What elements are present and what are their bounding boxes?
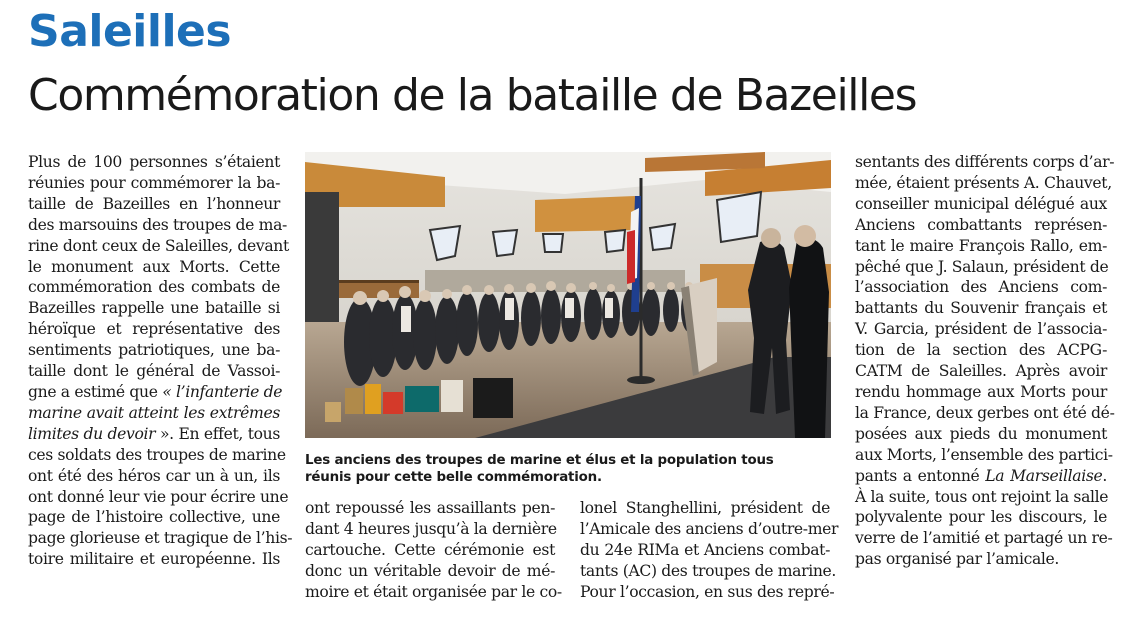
text-line: aux Morts, l’ensemble des partici- xyxy=(855,445,1113,464)
text-line: Plus de 100 personnes s’étaient xyxy=(28,153,280,171)
text-line-with-quote xyxy=(28,424,280,445)
song-title: La Marseillaise xyxy=(985,466,1103,485)
text-line: CATM de Saleilles. Après avoir xyxy=(855,362,1107,381)
text-line: des marsouins des troupes de ma- xyxy=(28,215,287,234)
text-line: Anciens combattants représen- xyxy=(855,215,1107,234)
text-line: tants (AC) des troupes de marine. xyxy=(580,561,837,580)
text-line: ont été des héros car un à un, ils xyxy=(28,466,280,485)
text-line: ont donné leur vie pour écrire une xyxy=(28,487,289,506)
kicker: Saleilles xyxy=(28,6,232,57)
text-line: tant le maire François Rallo, em- xyxy=(855,236,1107,255)
text-line-with-title xyxy=(855,466,1107,487)
text-fragment: pants a entonné xyxy=(855,466,980,485)
text-line: mée, étaient présents A. Chauvet, xyxy=(855,173,1112,192)
text-line: posées aux pieds du monument xyxy=(855,424,1107,443)
text-line: battants du Souvenir français et xyxy=(855,299,1107,318)
text-fragment: . xyxy=(1102,466,1107,485)
article-column-1 xyxy=(28,152,293,570)
text-line: tion de la section des ACPG- xyxy=(855,341,1107,360)
headline: Commémoration de la bataille de Bazeilles xyxy=(28,70,917,121)
text-line: polyvalente pour les discours, le xyxy=(855,508,1107,527)
quote-fragment: limites du devoir xyxy=(28,424,156,443)
text-line: pêché que J. Salaun, président de xyxy=(855,257,1109,276)
text-line: l’association des Anciens com- xyxy=(855,278,1107,297)
text-line: ces soldats des troupes de marine xyxy=(28,445,286,464)
text-line: taille dont le général de Vassoi- xyxy=(28,362,280,381)
photo-caption xyxy=(305,452,831,486)
text-line: sentiments patriotiques, une ba- xyxy=(28,341,280,360)
text-line: réunies pour commémorer la ba- xyxy=(28,173,280,192)
text-line: dant 4 heures jusqu’à la dernière xyxy=(305,519,557,538)
text-fragment: ». En effet, tous xyxy=(155,424,280,443)
text-line: du 24e RIMa et Anciens combat- xyxy=(580,540,830,559)
text-line: taille de Bazeilles en l’honneur xyxy=(28,194,280,213)
text-line: verre de l’amitié et partagé un re- xyxy=(855,529,1113,548)
text-line: conseiller municipal délégué aux xyxy=(855,194,1107,213)
text-line: commémoration des combats de xyxy=(28,278,280,297)
quote-line: marine avait atteint les extrêmes xyxy=(28,403,280,422)
text-line: moire et était organisée par le co- xyxy=(305,582,562,601)
article-column-3 xyxy=(580,498,839,603)
text-line: Pour l’occasion, en sus des repré- xyxy=(580,582,835,601)
text-line: le monument aux Morts. Cette xyxy=(28,257,280,276)
caption-line: réunis pour cette belle commémoration. xyxy=(305,470,602,485)
text-line: cartouche. Cette cérémonie est xyxy=(305,540,555,559)
text-line: sentants des différents corps d’ar- xyxy=(855,153,1115,171)
text-line: V. Garcia, président de l’associa- xyxy=(855,320,1107,339)
caption-line: Les anciens des troupes de marine et élus et la population tous xyxy=(305,453,774,468)
text-line: la France, deux gerbes ont été dé- xyxy=(855,403,1115,422)
text-line: rendu hommage aux Morts pour xyxy=(855,382,1107,401)
text-line: donc un véritable devoir de mé- xyxy=(305,561,555,580)
text-line: Bazeilles rappelle une bataille si xyxy=(28,299,280,318)
article-column-4 xyxy=(855,152,1115,570)
text-line: l’Amicale des anciens d’outre-mer xyxy=(580,519,839,538)
text-line: héroïque et représentative des xyxy=(28,320,280,339)
ceremony-photo xyxy=(305,152,831,438)
text-line: lonel Stanghellini, président de xyxy=(580,499,830,517)
text-fragment: gne a estimé que xyxy=(28,382,158,401)
text-line: ont repoussé les assaillants pen- xyxy=(305,499,555,517)
text-line: pas organisé par l’amicale. xyxy=(855,550,1060,569)
text-line: page de l’histoire collective, une xyxy=(28,508,280,527)
text-line: toire militaire et européenne. Ils xyxy=(28,550,280,569)
text-line-with-quote xyxy=(28,382,283,403)
ceremony-photo-illustration xyxy=(305,152,831,438)
text-line: À la suite, tous ont rejoint la salle xyxy=(855,487,1109,506)
text-line: page glorieuse et tragique de l’his- xyxy=(28,529,293,548)
article-column-2 xyxy=(305,498,562,603)
quote-fragment: « l’infanterie de xyxy=(162,382,283,401)
text-line: rine dont ceux de Saleilles, devant xyxy=(28,236,289,255)
